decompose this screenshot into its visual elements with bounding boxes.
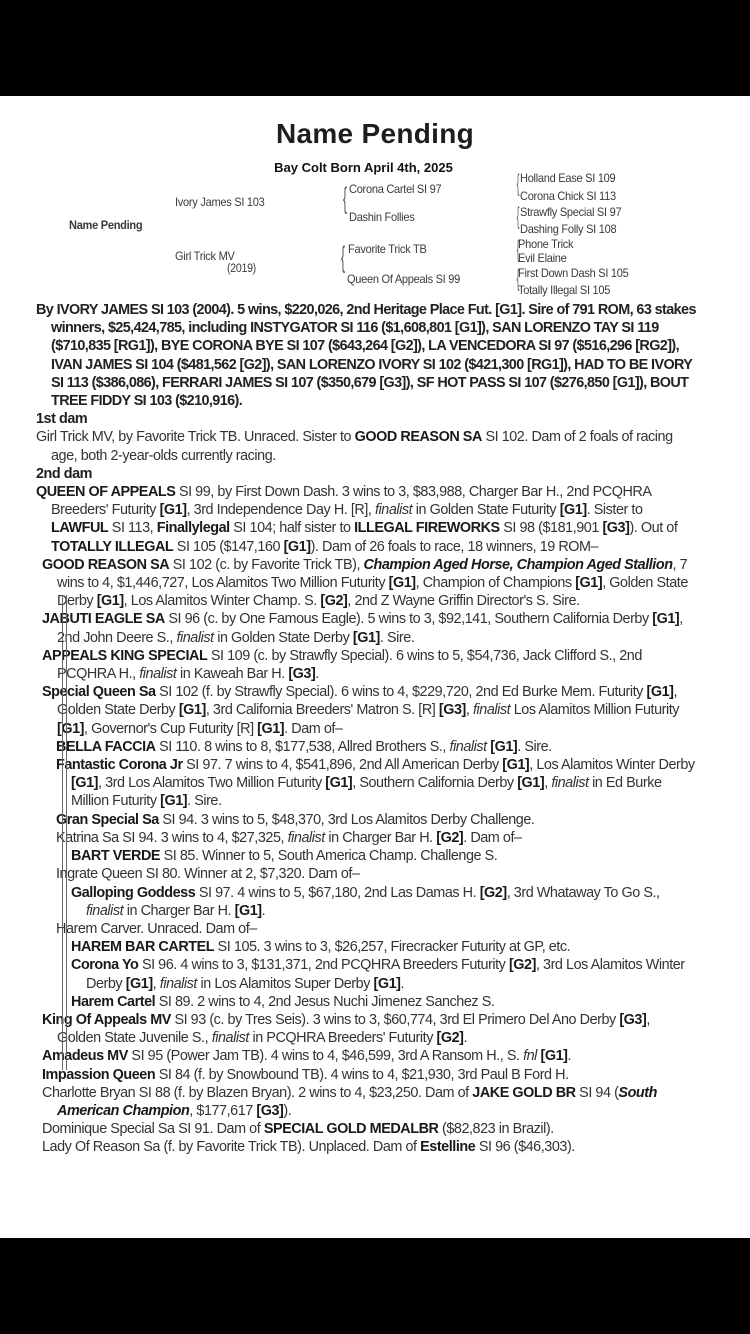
italic-run: finalist [86,902,124,919]
bold-run: [G3] [619,1011,647,1028]
text-run: . [463,1030,468,1047]
bold-run: Galloping Goddess [71,884,196,901]
text-run: , 3rd Whataway To Go S., [506,884,660,901]
text-run: Charlotte Bryan SI 88 (f. by Blazen Bryan). 2 wins to 4, $23,250. Dam of [42,1084,473,1101]
bold-run: [G1] [352,629,380,646]
text-run: , 3rd California Breeders' Matron S. [R] [205,702,439,719]
text-run: SI 96. 4 wins to 3, $131,371, 2nd PCQHRA Breeders Futurity [138,957,509,974]
pedigree-brace-icon: { [516,265,520,292]
text-run: , [465,702,473,719]
text-run: SI 113, [108,520,157,537]
text-run: Lady Of Reason Sa (f. by Favorite Trick TB). Unplaced. Dam of [42,1139,421,1156]
bold-run: Estelline [420,1139,476,1156]
text-run: SI 105 ($147,160 [173,538,284,555]
bold-run: [G1] [490,738,518,755]
italic-run: finalist [449,738,487,755]
bold-run: [G1] [178,702,206,719]
text-run: SI 102. Dam of 2 foals of racing age, both 2-year-olds currently racing. [51,429,673,464]
pedigree-brace-icon: { [343,182,348,215]
text-run: , [152,975,160,992]
pedigree-subject: Name Pending [69,218,143,232]
text-run: , Los Alamitos Winter Derby [529,757,695,774]
text-run: Harem Carver. Unraced. Dam of– [56,920,257,937]
text-run: SI 99, by First Down Dash. 3 wins to 3, $83,988, Charger Bar H., 2nd PCQHRA Breeders' Futurity [51,484,651,519]
bold-run: GOOD REASON SA [354,429,482,446]
pedigree-dam-sire: Favorite Trick TB [348,242,427,256]
italic-run: finalist [551,775,589,792]
bold-run: Amadeus MV [42,1048,128,1065]
produce-record [36,556,696,611]
bold-run: [G3] [288,666,316,683]
text-run: Dominique Special Sa SI 91. Dam of [42,1121,264,1138]
bold-run: [G1] [646,684,674,701]
text-run: in Los Alamitos Super Derby [196,975,374,992]
produce-record [36,811,696,829]
pedigree-gen3: Holland Ease SI 109 [520,171,616,185]
family-bar [62,595,67,1070]
text-run: SI 85. Winner to 5, South America Champ. Challenge S. [160,848,498,865]
first-dam-heading: 1st dam [36,411,88,428]
text-run: Katrina Sa SI 94. 3 wins to 4, $27,325, [56,829,288,846]
text-run: , Golden State Derby [57,684,678,719]
text-run: in Charger Bar H. [123,902,235,919]
text-run: . Sire. [187,793,222,810]
text-run: , 2nd John Deere S., [57,611,683,646]
bold-run: [G2] [436,829,464,846]
pedigree-gen3: Strawfly Special SI 97 [520,205,622,219]
page-subtitle: Bay Colt Born April 4th, 2025 [274,160,453,175]
text-run: ). [283,1102,292,1119]
produce-record [36,610,696,646]
bold-run: [G1] [125,975,153,992]
text-run: in Ed Burke Million Futurity [71,775,662,810]
pedigree-brace-icon: { [516,203,520,230]
text-run: ($82,823 in Brazil). [438,1121,554,1138]
text-run: . Sister to [586,502,643,519]
bold-run: [G3] [438,702,466,719]
text-run: , 3rd Los Alamitos Winter Derby [86,957,685,992]
text-run: Girl Trick MV, by Favorite Trick TB. Unraced. Sister to [36,429,355,446]
text-run: SI 93 (c. by Tres Seis). 3 wins to 3, $60,774, 3rd El Primero Del Ano Derby [170,1011,620,1028]
text-run: . Dam of– [284,720,343,737]
italic-run: finalist [375,502,413,519]
bold-run: [G2] [508,957,536,974]
text-run: . Sire. [379,629,415,646]
bold-run: Champion Aged Horse, Champion Aged Stallion [363,556,673,573]
text-run: in Golden State Derby [213,629,353,646]
italic-run: finalist [287,829,325,846]
pedigree-dam-year: (2019) [227,263,256,275]
text-run: in Kaweah Bar H. [176,666,289,683]
text-run: , 3rd Independence Day H. [R], [186,502,375,519]
text-run: SI 105. 3 wins to 3, $26,257, Firecracker Futurity at GP, etc. [214,939,571,956]
produce-record [36,938,696,956]
produce-record [36,1011,696,1047]
bold-run: [G1] [373,975,401,992]
text-run: SI 96 (c. by One Famous Eagle). 5 wins to 3, $92,141, Southern California Derby [164,611,653,628]
italic-run: fnl [523,1048,537,1065]
pedigree-brace-icon: { [341,241,346,274]
text-run: SI 84 (f. by Snowbound TB). 4 wins to 4, $21,930, 3rd Paul B Ford H. [155,1066,569,1083]
text-run: , Golden State Juvenile S., [57,1011,650,1047]
bold-run: Fantastic Corona Jr [56,757,183,774]
text-run: . [315,666,319,683]
produce-record [36,847,696,865]
bold-run: King Of Appeals MV [42,1011,171,1028]
text-run: , Golden State Derby [57,575,688,610]
text-run: SI 97. 7 wins to 4, $541,896, 2nd All American Derby [182,757,503,774]
pedigree-brace-icon: { [516,170,520,197]
text-run: ). Dam of 26 foals to race, 18 winners, 19 ROM– [310,538,599,555]
bold-run: ILLEGAL FIREWORKS [354,520,500,537]
pedigree-dam: Girl Trick MV [175,249,235,263]
text-run: SI 94 ( [575,1084,619,1101]
pedigree-gen3: Corona Chick SI 113 [520,189,616,203]
text-run: . Sire. [517,738,552,755]
bold-run: [G1] [57,720,84,737]
bold-run: [G1] [96,593,124,610]
page-title: Name Pending [275,118,475,149]
produce-record [36,756,696,811]
bold-run: [G1] [159,502,187,519]
text-run: in Charger Bar H. [324,829,437,846]
produce-record [36,738,696,756]
bold-run: [G3] [602,520,630,537]
produce-record [36,1120,696,1138]
bold-run: BELLA FACCIA [56,738,156,755]
pedigree-gen3: Evil Elaine [518,251,567,265]
bold-run: [G1] [283,538,311,555]
text-run: SI 110. 8 wins to 8, $177,538, Allred Brothers S., [155,738,450,755]
bold-run: [G2] [320,593,348,610]
bold-run: [G1] [388,575,416,592]
bold-run: HAREM BAR CARTEL [71,939,215,956]
bold-run: [G1] [71,775,98,792]
first-dam-paragraph [36,428,696,464]
pedigree-gen3: First Down Dash SI 105 [518,266,629,280]
bold-run: [G1] [257,720,285,737]
bold-run: Special Queen Sa [42,684,156,701]
text-run: , 3rd Los Alamitos Two Million Futurity [97,775,326,792]
pedigree-brace-icon: { [516,236,520,263]
text-run: , Champion of Champions [415,575,576,592]
text-run: SI 96 ($46,303). [475,1139,575,1156]
produce-record [36,1084,696,1120]
bold-run: [G1] [559,502,587,519]
pedigree-gen3: Phone Trick [518,237,574,251]
bold-run: GOOD REASON SA [42,556,170,573]
bold-run: JABUTI EAGLE SA [42,611,165,628]
text-run: SI 109 (c. by Strawfly Special). 6 wins to 5, $54,736, Jack Clifford S., 2nd PCQHRA H., [57,647,642,683]
bold-run: [G1] [234,902,262,919]
text-run: SI 104; half sister to [229,520,355,537]
produce-record [36,1047,696,1065]
text-run: , Southern California Derby [352,775,518,792]
bold-run: [G2] [479,884,507,901]
catalog-text [36,301,696,1157]
bold-run: [G2] [436,1030,464,1047]
pedigree-sire: Ivory James SI 103 [175,195,265,209]
text-run: , Los Alamitos Winter Champ. S. [123,593,321,610]
text-run: , Governor's Cup Futurity [R] [83,720,258,737]
text-run: , $177,617 [189,1102,257,1119]
italic-run: finalist [139,666,177,683]
text-run: SI 94. 3 wins to 5, $48,370, 3rd Los Alamitos Derby Challenge. [158,811,535,828]
second-dam-paragraph [36,483,696,556]
bold-run: APPEALS KING SPECIAL [42,647,208,664]
bold-run: [G1] [502,757,530,774]
italic-run: finalist [472,702,511,719]
text-run: . Dam of– [463,829,522,846]
text-run: SI 95 (Power Jam TB). 4 wins to 4, $46,599, 3rd A Ransom H., S. [127,1048,524,1065]
bold-run: [G1] [517,775,545,792]
text-run: SI 97. 4 wins to 5, $67,180, 2nd Las Damas H. [195,884,480,901]
produce-record [36,829,696,847]
bold-run: Impassion Queen [42,1066,156,1083]
text-run: in Golden State Futurity [412,502,560,519]
bold-run: South American Champion [57,1084,657,1119]
bold-run: Harem Cartel [71,993,156,1010]
text-run: . [400,975,405,992]
bold-run: [G3] [256,1102,284,1119]
produce-record [36,1066,696,1084]
bold-run: Corona Yo [71,957,139,974]
sire-paragraph: By IVORY JAMES SI 103 (2004). 5 wins, $220,026, 2nd Heritage Place Fut. [G1]. Sire of 791 ROM, 63 stakes winners, $25,424,785, including INSTYGATOR SI 116 ($1,608,801 [G1]), SAN LORENZO TAY SI 119 ($710,835 [RG1]), BYE CORONA BYE SI 107 ($643,264 [G2]), LA VENCEDORA SI 97 ($516,296 [RG2]), IVAN JAMES SI 104 ($481,562 [G2]), SAN LORENZO IVORY SI 102 ($421,300 [RG1]), HAD TO BE IVORY SI 113 ($386,086), FERRARI JAMES SI 107 ($350,679 [G3]), SF HOT PASS SI 107 ($276,850 [G1]), BOUT TREE FIDDY SI 103 ($210,916). [36,302,696,410]
bold-run: TOTALLY ILLEGAL [51,538,174,555]
text-run: SI 102 (c. by Favorite Trick TB), [169,556,364,573]
document-page [0,96,750,1238]
text-run: , [544,775,552,792]
text-run: ). Out of [629,520,678,537]
bold-run: Gran Special Sa [56,811,159,828]
bold-run: SPECIAL GOLD MEDALBR [263,1121,439,1138]
italic-run: finalist [159,975,197,992]
second-dam-heading: 2nd dam [36,465,93,482]
text-run: , 7 wins to 4, $1,446,727, Los Alamitos Two Million Futurity [57,556,688,592]
bold-run: [G1] [325,775,353,792]
text-run: SI 98 ($181,901 [499,520,603,537]
italic-run: finalist [176,629,214,646]
bold-run: Finallylegal [156,520,230,537]
pedigree-gen3: Dashing Folly SI 108 [520,222,617,236]
produce-record [36,647,696,683]
pedigree-gen3: Totally Illegal SI 105 [518,283,611,297]
text-run: in PCQHRA Breeders' Futurity [248,1030,437,1047]
text-run: . [261,902,266,919]
text-run: . [567,1048,572,1065]
pedigree-sire-dam: Dashin Follies [349,210,415,224]
produce-record [36,956,696,992]
produce-record [36,865,696,883]
bold-run: [G1] [652,611,680,628]
produce-record [36,993,696,1011]
bold-run: [G1] [540,1048,568,1065]
produce-record [36,920,696,938]
text-run: Los Alamitos Million Futurity [510,702,680,719]
bold-run: [G1] [575,575,603,592]
bold-run: [G1] [160,793,188,810]
text-run: , 2nd Z Wayne Griffin Director's S. Sire. [347,593,580,610]
pedigree-sire-sire: Corona Cartel SI 97 [349,182,442,196]
italic-run: finalist [211,1030,249,1047]
produce-record [36,683,696,738]
bold-run: JAKE GOLD BR [472,1084,576,1101]
bold-run: LAWFUL [51,520,109,537]
bold-run: BART VERDE [71,848,161,865]
bold-run: QUEEN OF APPEALS [36,484,176,501]
text-run: SI 102 (f. by Strawfly Special). 6 wins to 4, $229,720, 2nd Ed Burke Mem. Futurity [155,684,647,701]
pedigree-dam-dam: Queen Of Appeals SI 99 [347,272,461,286]
text-run: Ingrate Queen SI 80. Winner at 2, $7,320. Dam of– [56,866,360,883]
text-run: SI 89. 2 wins to 4, 2nd Jesus Nuchi Jimenez Sanchez S. [155,993,495,1010]
produce-record [36,884,696,920]
produce-record [36,1138,696,1156]
